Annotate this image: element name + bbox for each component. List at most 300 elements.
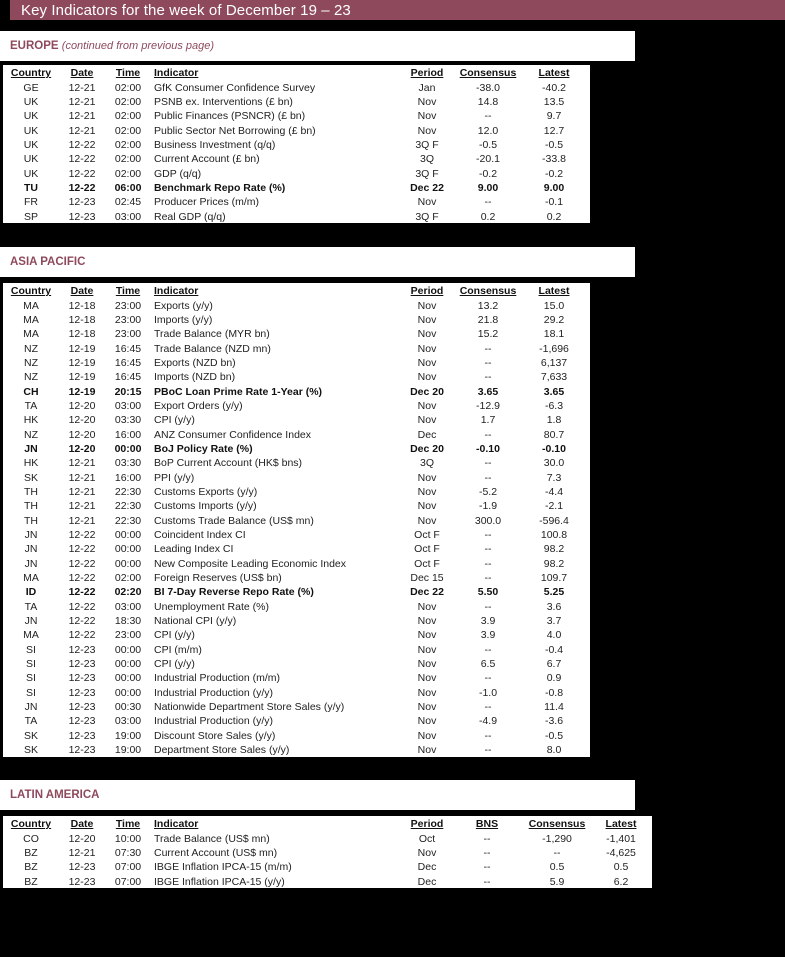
- cell-period: Nov: [417, 615, 437, 628]
- cell-time: 16:00: [114, 471, 142, 484]
- cell-consensus: --: [484, 744, 492, 757]
- cell-time: 03:00: [114, 210, 142, 223]
- cell-time: 02:00: [114, 153, 142, 166]
- cell-period: Nov: [417, 399, 437, 412]
- cell-date: 12-22: [68, 543, 96, 556]
- cell-indicator: Discount Store Sales (y/y): [154, 729, 276, 742]
- cell-period: Dec: [417, 428, 437, 441]
- cell-country: HK: [23, 457, 39, 470]
- cell-consensus: 21.8: [477, 313, 499, 326]
- cell-indicator: PSNB ex. Interventions (£ bn): [154, 95, 293, 108]
- table-row: [3, 166, 588, 180]
- cell-period: Dec: [417, 861, 437, 874]
- asia-section-heading: [0, 247, 635, 277]
- cell-indicator: CPI (y/y): [154, 629, 195, 642]
- cell-indicator: Leading Index CI: [154, 543, 234, 556]
- cell-period: Nov: [417, 658, 437, 671]
- cell-time: 03:30: [114, 414, 142, 427]
- table-row: [3, 123, 588, 137]
- cell-period: Oct: [418, 832, 436, 845]
- table-row: [3, 384, 588, 398]
- cell-time: 00:00: [114, 658, 142, 671]
- table-row: [3, 874, 646, 888]
- cell-latest: 3.6: [546, 600, 562, 613]
- cell-time: 16:45: [114, 371, 142, 384]
- cell-country: NZ: [24, 356, 38, 369]
- cell-time: 22:30: [114, 500, 142, 513]
- table-row: [3, 413, 588, 427]
- cell-consensus: 300.0: [474, 514, 502, 527]
- cell-country: SI: [26, 686, 36, 699]
- table-row: [3, 80, 588, 94]
- cell-country: SI: [26, 658, 36, 671]
- table-row: [3, 370, 588, 384]
- cell-latest: 6.7: [546, 658, 562, 671]
- cell-indicator: CPI (m/m): [154, 643, 202, 656]
- cell-indicator: Trade Balance (MYR bn): [154, 328, 270, 341]
- col-latest: Latest: [538, 67, 570, 80]
- cell-indicator: Trade Balance (US$ mn): [154, 832, 270, 845]
- page-title: Key Indicators for the week of December 19 – 23: [10, 0, 785, 20]
- cell-time: 00:00: [114, 643, 142, 656]
- cell-bns: --: [483, 846, 491, 859]
- cell-latest: 3.65: [543, 385, 565, 398]
- table-row: [3, 95, 588, 109]
- col-bns: BNS: [475, 818, 499, 831]
- cell-country: TU: [24, 181, 38, 194]
- cell-period: Nov: [417, 846, 437, 859]
- cell-country: NZ: [24, 342, 38, 355]
- table-row: [3, 327, 588, 341]
- table-row: [3, 671, 588, 685]
- cell-date: 12-21: [68, 471, 96, 484]
- cell-country: UK: [23, 138, 39, 151]
- cell-period: Dec 22: [410, 586, 444, 599]
- cell-country: SK: [23, 471, 38, 484]
- cell-period: Dec: [417, 875, 437, 888]
- cell-country: SI: [26, 643, 36, 656]
- cell-country: MA: [23, 313, 39, 326]
- cell-latest: 4.0: [546, 629, 562, 642]
- cell-time: 02:00: [114, 124, 142, 137]
- cell-period: Nov: [417, 672, 437, 685]
- cell-date: 12-19: [68, 371, 96, 384]
- cell-consensus: 1.7: [480, 414, 496, 427]
- cell-latest: -6.3: [544, 399, 564, 412]
- cell-consensus: 5.9: [549, 875, 565, 888]
- cell-date: 12-23: [68, 861, 96, 874]
- cell-indicator: Exports (y/y): [154, 299, 213, 312]
- cell-period: Nov: [417, 729, 437, 742]
- cell-time: 16:45: [114, 342, 142, 355]
- col-indicator: Indicator: [154, 818, 199, 831]
- cell-latest: 98.2: [543, 543, 565, 556]
- cell-date: 12-22: [68, 181, 96, 194]
- cell-latest: 30.0: [543, 457, 565, 470]
- cell-period: Oct F: [414, 529, 440, 542]
- table-row: [3, 643, 588, 657]
- table-row: [3, 714, 588, 728]
- table-row: [3, 729, 588, 743]
- cell-time: 18:30: [114, 615, 142, 628]
- table-row: [3, 209, 588, 223]
- europe-table: [3, 66, 588, 224]
- cell-time: 03:00: [114, 715, 142, 728]
- asia-heading: ASIA PACIFIC: [10, 256, 86, 268]
- cell-consensus: --: [484, 672, 492, 685]
- table-header-row: [3, 817, 646, 831]
- europe-table-body: [3, 80, 588, 223]
- cell-country: JN: [24, 615, 38, 628]
- cell-indicator: Foreign Reserves (US$ bn): [154, 572, 282, 585]
- cell-period: Nov: [417, 196, 437, 209]
- cell-indicator: National CPI (y/y): [154, 615, 237, 628]
- table-row: [3, 181, 588, 195]
- cell-date: 12-20: [68, 442, 96, 455]
- cell-consensus: --: [484, 600, 492, 613]
- cell-consensus: --: [484, 529, 492, 542]
- col-consensus: Consensus: [459, 67, 517, 80]
- cell-period: Nov: [417, 356, 437, 369]
- cell-consensus: --: [484, 428, 492, 441]
- table-row: [3, 485, 588, 499]
- cell-latest: 9.7: [546, 110, 562, 123]
- cell-time: 03:00: [114, 399, 142, 412]
- cell-country: TH: [24, 485, 38, 498]
- table-row: [3, 557, 588, 571]
- cell-indicator: Public Sector Net Borrowing (£ bn): [154, 124, 316, 137]
- cell-date: 12-20: [68, 832, 96, 845]
- cell-indicator: Benchmark Repo Rate (%): [154, 181, 286, 194]
- cell-indicator: Public Finances (PSNCR) (£ bn): [154, 110, 306, 123]
- cell-period: 3Q: [419, 153, 434, 166]
- cell-latest: -0.10: [542, 442, 566, 455]
- col-date: Date: [70, 285, 94, 298]
- cell-indicator: Customs Imports (y/y): [154, 500, 257, 513]
- cell-indicator: BI 7-Day Reverse Repo Rate (%): [154, 586, 314, 599]
- table-row: [3, 399, 588, 413]
- cell-period: Nov: [417, 500, 437, 513]
- cell-time: 00:00: [114, 557, 142, 570]
- cell-time: 22:30: [114, 485, 142, 498]
- cell-consensus: -1.9: [478, 500, 498, 513]
- cell-period: Nov: [417, 715, 437, 728]
- cell-latest: 6.2: [613, 875, 629, 888]
- cell-date: 12-22: [68, 615, 96, 628]
- cell-country: NZ: [24, 428, 38, 441]
- col-consensus: Consensus: [459, 285, 517, 298]
- cell-indicator: PPI (y/y): [154, 471, 195, 484]
- cell-latest: -0.1: [544, 196, 564, 209]
- cell-time: 16:00: [114, 428, 142, 441]
- cell-period: 3Q F: [415, 167, 439, 180]
- cell-time: 00:00: [114, 686, 142, 699]
- cell-latest: 9.00: [543, 181, 565, 194]
- cell-country: UK: [23, 124, 39, 137]
- cell-indicator: Producer Prices (m/m): [154, 196, 260, 209]
- cell-latest: -0.5: [544, 138, 564, 151]
- cell-latest: -0.8: [544, 686, 564, 699]
- cell-consensus: --: [484, 543, 492, 556]
- cell-latest: 12.7: [543, 124, 565, 137]
- cell-latest: 3.7: [546, 615, 562, 628]
- cell-date: 12-22: [68, 586, 96, 599]
- table-row: [3, 743, 588, 757]
- cell-period: Dec 15: [410, 572, 444, 585]
- cell-indicator: GDP (q/q): [154, 167, 202, 180]
- cell-date: 12-23: [68, 875, 96, 888]
- cell-country: MA: [23, 328, 39, 341]
- cell-date: 12-23: [68, 210, 96, 223]
- cell-period: Nov: [417, 701, 437, 714]
- cell-country: ID: [25, 586, 37, 599]
- cell-consensus: -4.9: [478, 715, 498, 728]
- cell-consensus: --: [484, 701, 492, 714]
- cell-latest: 0.9: [546, 672, 562, 685]
- cell-time: 00:00: [114, 543, 142, 556]
- cell-latest: -4.4: [544, 485, 564, 498]
- cell-indicator: Industrial Production (y/y): [154, 715, 274, 728]
- cell-time: 23:00: [114, 299, 142, 312]
- cell-country: JN: [24, 442, 38, 455]
- cell-date: 12-23: [68, 744, 96, 757]
- cell-latest: 0.5: [613, 861, 629, 874]
- cell-country: TH: [24, 500, 38, 513]
- cell-latest: 29.2: [543, 313, 565, 326]
- cell-period: Nov: [417, 600, 437, 613]
- cell-latest: 100.8: [540, 529, 568, 542]
- cell-latest: -1,696: [539, 342, 569, 355]
- cell-date: 12-22: [68, 529, 96, 542]
- cell-period: Nov: [417, 471, 437, 484]
- table-row: [3, 846, 646, 860]
- table-row: [3, 138, 588, 152]
- col-time: Time: [115, 285, 141, 298]
- cell-indicator: Business Investment (q/q): [154, 138, 276, 151]
- table-row: [3, 456, 588, 470]
- cell-country: SK: [23, 744, 38, 757]
- table-row: [3, 109, 588, 123]
- cell-period: Nov: [417, 95, 437, 108]
- cell-indicator: BoP Current Account (HK$ bns): [154, 457, 303, 470]
- table-row: [3, 341, 588, 355]
- cell-period: Nov: [417, 124, 437, 137]
- cell-date: 12-23: [68, 729, 96, 742]
- cell-period: Nov: [417, 299, 437, 312]
- cell-time: 10:00: [114, 832, 142, 845]
- cell-latest: 7.3: [546, 471, 562, 484]
- cell-country: CH: [23, 385, 39, 398]
- cell-consensus: --: [553, 846, 561, 859]
- cell-latest: 7,633: [540, 371, 568, 384]
- table-row: [3, 542, 588, 556]
- cell-country: MA: [23, 572, 39, 585]
- cell-indicator: Nationwide Department Store Sales (y/y): [154, 701, 345, 714]
- cell-country: JN: [24, 543, 38, 556]
- cell-time: 23:00: [114, 328, 142, 341]
- cell-time: 19:00: [114, 729, 142, 742]
- table-row: [3, 514, 588, 528]
- cell-date: 12-22: [68, 572, 96, 585]
- cell-indicator: Department Store Sales (y/y): [154, 744, 290, 757]
- col-indicator: Indicator: [154, 67, 199, 80]
- cell-time: 00:00: [114, 672, 142, 685]
- cell-period: Oct F: [414, 557, 440, 570]
- cell-date: 12-18: [68, 299, 96, 312]
- cell-indicator: PBoC Loan Prime Rate 1-Year (%): [154, 385, 323, 398]
- table-row: [3, 657, 588, 671]
- cell-country: CO: [23, 832, 39, 845]
- cell-time: 02:00: [114, 572, 142, 585]
- cell-consensus: -38.0: [476, 81, 500, 94]
- cell-date: 12-21: [68, 457, 96, 470]
- table-row: [3, 600, 588, 614]
- table-row: [3, 427, 588, 441]
- cell-consensus: --: [484, 371, 492, 384]
- europe-heading: EUROPE: [10, 40, 59, 52]
- cell-date: 12-20: [68, 414, 96, 427]
- cell-date: 12-23: [68, 196, 96, 209]
- asia-table-panel: [3, 283, 590, 757]
- cell-date: 12-23: [68, 643, 96, 656]
- table-row: [3, 571, 588, 585]
- table-row: [3, 700, 588, 714]
- cell-time: 02:00: [114, 81, 142, 94]
- cell-latest: -596.4: [539, 514, 569, 527]
- col-time: Time: [115, 67, 141, 80]
- cell-date: 12-23: [68, 715, 96, 728]
- cell-date: 12-20: [68, 399, 96, 412]
- table-row: [3, 528, 588, 542]
- europe-table-panel: [3, 65, 590, 223]
- cell-latest: 109.7: [540, 572, 568, 585]
- cell-date: 12-19: [68, 342, 96, 355]
- cell-bns: --: [483, 875, 491, 888]
- cell-consensus: 13.2: [477, 299, 499, 312]
- table-row: [3, 686, 588, 700]
- cell-indicator: Customs Exports (y/y): [154, 485, 258, 498]
- asia-table-body: [3, 298, 588, 757]
- cell-latest: -1,401: [606, 832, 636, 845]
- cell-consensus: --: [484, 196, 492, 209]
- cell-consensus: --: [484, 572, 492, 585]
- cell-indicator: BoJ Policy Rate (%): [154, 442, 253, 455]
- cell-latest: 0.2: [546, 210, 562, 223]
- cell-indicator: GfK Consumer Confidence Survey: [154, 81, 316, 94]
- cell-latest: -0.4: [544, 643, 564, 656]
- cell-consensus: -12.9: [476, 399, 500, 412]
- latam-section-heading: [0, 780, 635, 810]
- cell-indicator: New Composite Leading Economic Index: [154, 557, 347, 570]
- cell-country: UK: [23, 167, 39, 180]
- cell-time: 02:00: [114, 110, 142, 123]
- cell-indicator: CPI (y/y): [154, 414, 195, 427]
- col-indicator: Indicator: [154, 285, 199, 298]
- col-period: Period: [410, 818, 444, 831]
- cell-latest: -2.1: [544, 500, 564, 513]
- cell-time: 00:00: [114, 529, 142, 542]
- cell-period: Dec 20: [410, 385, 444, 398]
- latam-table-body: [3, 831, 646, 888]
- cell-time: 22:30: [114, 514, 142, 527]
- table-row: [3, 313, 588, 327]
- cell-consensus: 3.65: [477, 385, 499, 398]
- cell-date: 12-22: [68, 167, 96, 180]
- cell-indicator: Industrial Production (y/y): [154, 686, 274, 699]
- cell-indicator: IBGE Inflation IPCA-15 (y/y): [154, 875, 285, 888]
- cell-latest: 8.0: [546, 744, 562, 757]
- cell-country: SK: [23, 729, 38, 742]
- cell-country: MA: [23, 629, 39, 642]
- cell-time: 00:00: [114, 442, 142, 455]
- cell-indicator: Coincident Index CI: [154, 529, 246, 542]
- col-country: Country: [10, 67, 52, 80]
- col-date: Date: [70, 67, 94, 80]
- cell-date: 12-21: [68, 846, 96, 859]
- cell-country: JN: [24, 529, 38, 542]
- cell-time: 19:00: [114, 744, 142, 757]
- cell-period: Nov: [417, 110, 437, 123]
- cell-time: 02:20: [114, 586, 142, 599]
- cell-date: 12-21: [68, 500, 96, 513]
- cell-indicator: Unemployment Rate (%): [154, 600, 269, 613]
- cell-period: Nov: [417, 485, 437, 498]
- cell-date: 12-21: [68, 514, 96, 527]
- cell-country: BZ: [24, 875, 38, 888]
- cell-consensus: -0.2: [478, 167, 498, 180]
- cell-period: Nov: [417, 328, 437, 341]
- cell-date: 12-22: [68, 600, 96, 613]
- cell-indicator: Imports (y/y): [154, 313, 213, 326]
- cell-country: SI: [26, 672, 36, 685]
- cell-date: 12-22: [68, 629, 96, 642]
- cell-date: 12-23: [68, 701, 96, 714]
- cell-latest: -0.2: [544, 167, 564, 180]
- cell-country: UK: [23, 95, 39, 108]
- cell-country: NZ: [24, 371, 38, 384]
- cell-time: 02:45: [114, 196, 142, 209]
- latam-heading: LATIN AMERICA: [10, 789, 100, 801]
- cell-consensus: --: [484, 342, 492, 355]
- cell-date: 12-18: [68, 313, 96, 326]
- cell-date: 12-20: [68, 428, 96, 441]
- latam-table-panel: [3, 816, 652, 888]
- cell-latest: 13.5: [543, 95, 565, 108]
- cell-country: FR: [24, 196, 38, 209]
- table-row: [3, 614, 588, 628]
- cell-consensus: 9.00: [477, 181, 499, 194]
- col-time: Time: [115, 818, 141, 831]
- cell-consensus: -5.2: [478, 485, 498, 498]
- cell-consensus: 0.5: [549, 861, 565, 874]
- cell-indicator: IBGE Inflation IPCA-15 (m/m): [154, 861, 292, 874]
- cell-date: 12-23: [68, 686, 96, 699]
- cell-indicator: Current Account (US$ mn): [154, 846, 278, 859]
- cell-indicator: ANZ Consumer Confidence Index: [154, 428, 311, 441]
- cell-time: 16:45: [114, 356, 142, 369]
- col-country: Country: [10, 818, 52, 831]
- cell-time: 02:00: [114, 138, 142, 151]
- cell-time: 02:00: [114, 95, 142, 108]
- col-date: Date: [70, 818, 94, 831]
- cell-latest: -0.5: [544, 729, 564, 742]
- cell-latest: 5.25: [543, 586, 565, 599]
- asia-table: [3, 284, 588, 757]
- cell-latest: 15.0: [543, 299, 565, 312]
- cell-consensus: -0.10: [476, 442, 500, 455]
- table-header-row: [3, 66, 588, 80]
- cell-consensus: --: [484, 356, 492, 369]
